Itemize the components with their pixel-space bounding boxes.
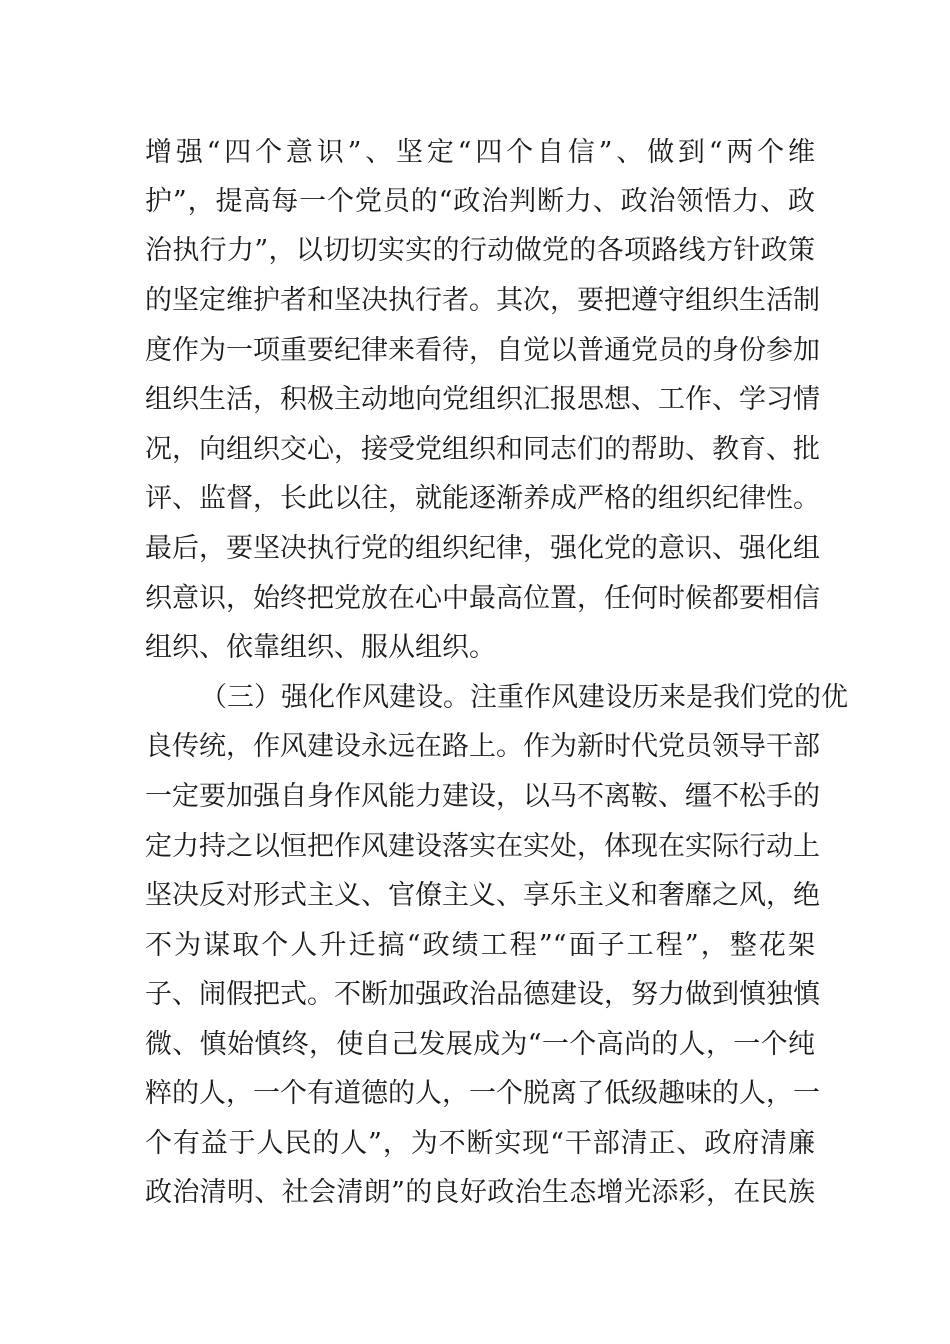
text-line: 的坚定维护者和坚决执行者。其次，要把遵守组织生活制 [145,285,820,316]
text-line: 良传统，作风建设永远在路上。作为新时代党员领导干部 [145,731,820,762]
text-line: 织意识，始终把党放在心中最高位置，任何时候都要相信 [145,583,820,614]
text-line: 组织生活，积极主动地向党组织汇报思想、工作、学习情 [145,384,820,415]
text-line: 治执行力”，以切切实实的行动做党的各项路线方针政策 [145,235,815,266]
text-line: 子、闹假把式。不断加强政治品德建设，努力做到慎独慎 [145,979,820,1010]
text-line: 评、监督，长此以往，就能逐渐养成严格的组织纪律性。 [145,483,820,514]
paragraph-end-line: 组织、依靠组织、服从组织。 [145,632,496,663]
text-line: 政治清明、社会清朗”的良好政治生态增光添彩，在民族 [145,1177,815,1208]
text-line: 定力持之以恒把作风建设落实在实处，体现在实际行动上 [145,831,820,862]
text-line: 最后，要坚决执行党的组织纪律，强化党的意识、强化组 [145,533,820,564]
text-line: 一定要加强自身作风能力建设，以马不离鞍、缰不松手的 [145,781,820,812]
text-line: 坚决反对形式主义、官僚主义、享乐主义和奢靡之风，绝 [145,880,820,911]
text-line: 个有益于人民的人”，为不断实现“干部清正、政府清廉 [145,1128,815,1159]
text-line: 微、慎始慎终，使自己发展成为“一个高尚的人，一个纯 [145,1029,815,1060]
text-line: 不为谋取个人升迁搞“政绩工程”“面子工程”，整花架 [145,930,815,961]
text-line: 护”，提高每一个党员的“政治判断力、政治领悟力、政 [145,186,815,217]
text-line: 度作为一项重要纪律来看待，自觉以普通党员的身份参加 [145,335,820,366]
text-line: 况，向组织交心，接受党组织和同志们的帮助、教育、批 [145,434,820,465]
section-heading-line: （三）强化作风建设。注重作风建设历来是我们党的优 [200,682,848,713]
text-line: 粹的人，一个有道德的人，一个脱离了低级趣味的人，一 [145,1078,820,1109]
text-line: 增强“四个意识”、坚定“四个自信”、做到“两个维 [145,137,815,168]
